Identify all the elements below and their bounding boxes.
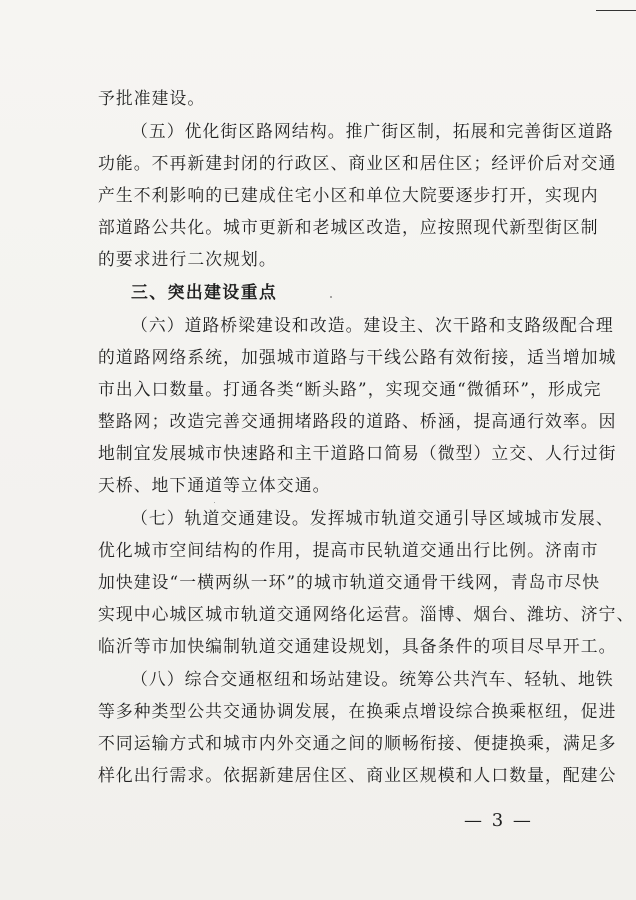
text-line: 的道路网络系统，加强城市道路与干线公路有效衔接，适当增加城: [98, 347, 617, 367]
text-line: 临沂等市加快编制轨道交通建设规划，具备条件的项目尽早开工。: [98, 636, 617, 656]
text-line: 等多种类型公共交通协调发展，在换乘点增设综合换乘枢纽，促进: [98, 701, 617, 721]
paragraph-7-heading-line: （七）轨道交通建设。发挥城市轨道交通引导区域城市发展、: [131, 508, 614, 528]
paragraph-5-heading-line: （五）优化街区路网结构。推广街区制，拓展和完善街区道路: [131, 121, 614, 141]
text-line: 予批准建设。: [98, 88, 206, 108]
text-line: 功能。不再新建封闭的行政区、商业区和居住区；经评价后对交通: [98, 153, 617, 173]
text-line: 产生不利影响的已建成住宅小区和单位大院要逐步打开，实现内: [98, 185, 599, 205]
text-line: 样化出行需求。依据新建居住区、商业区规模和人口数量，配建公: [98, 765, 617, 785]
text-line: 加快建设“一横两纵一环”的城市轨道交通骨干线网，青岛市尽快: [98, 572, 601, 592]
page-number: — 3 —: [464, 810, 533, 831]
text-line: 市出入口数量。打通各类“断头路”，实现交通“微循环”，形成完: [98, 379, 602, 399]
text-line: 地制宜发展城市快速路和主干道路口简易（微型）立交、人行过街: [98, 443, 617, 463]
scan-edge-mark: [596, 10, 636, 11]
text-line: 不同运输方式和城市内外交通之间的顺畅衔接、便捷换乘，满足多: [98, 733, 617, 753]
text-line: 的要求进行二次规划。: [98, 249, 277, 269]
text-line: 优化城市空间结构的作用，提高市民轨道交通出行比例。济南市: [98, 540, 599, 560]
scan-speck: [214, 502, 215, 503]
text-line: 部道路公共化。城市更新和老城区改造，应按照现代新型街区制: [98, 217, 599, 237]
text-line: 整路网；改造完善交通拥堵路段的道路、桥涵，提高通行效率。因: [98, 411, 617, 431]
paragraph-8-heading-line: （八）综合交通枢纽和场站建设。统筹公共汽车、轻轨、地铁: [131, 669, 614, 689]
section-heading: 三、突出建设重点: [131, 282, 278, 302]
text-line: 天桥、地下通道等立体交通。: [98, 475, 331, 495]
text-line: 实现中心城区城市轨道交通网络化运营。淄博、烟台、潍坊、济宁、: [98, 604, 635, 624]
scan-speck: [330, 296, 332, 298]
paragraph-6-heading-line: （六）道路桥梁建设和改造。建设主、次干路和支路级配合理: [131, 315, 614, 335]
